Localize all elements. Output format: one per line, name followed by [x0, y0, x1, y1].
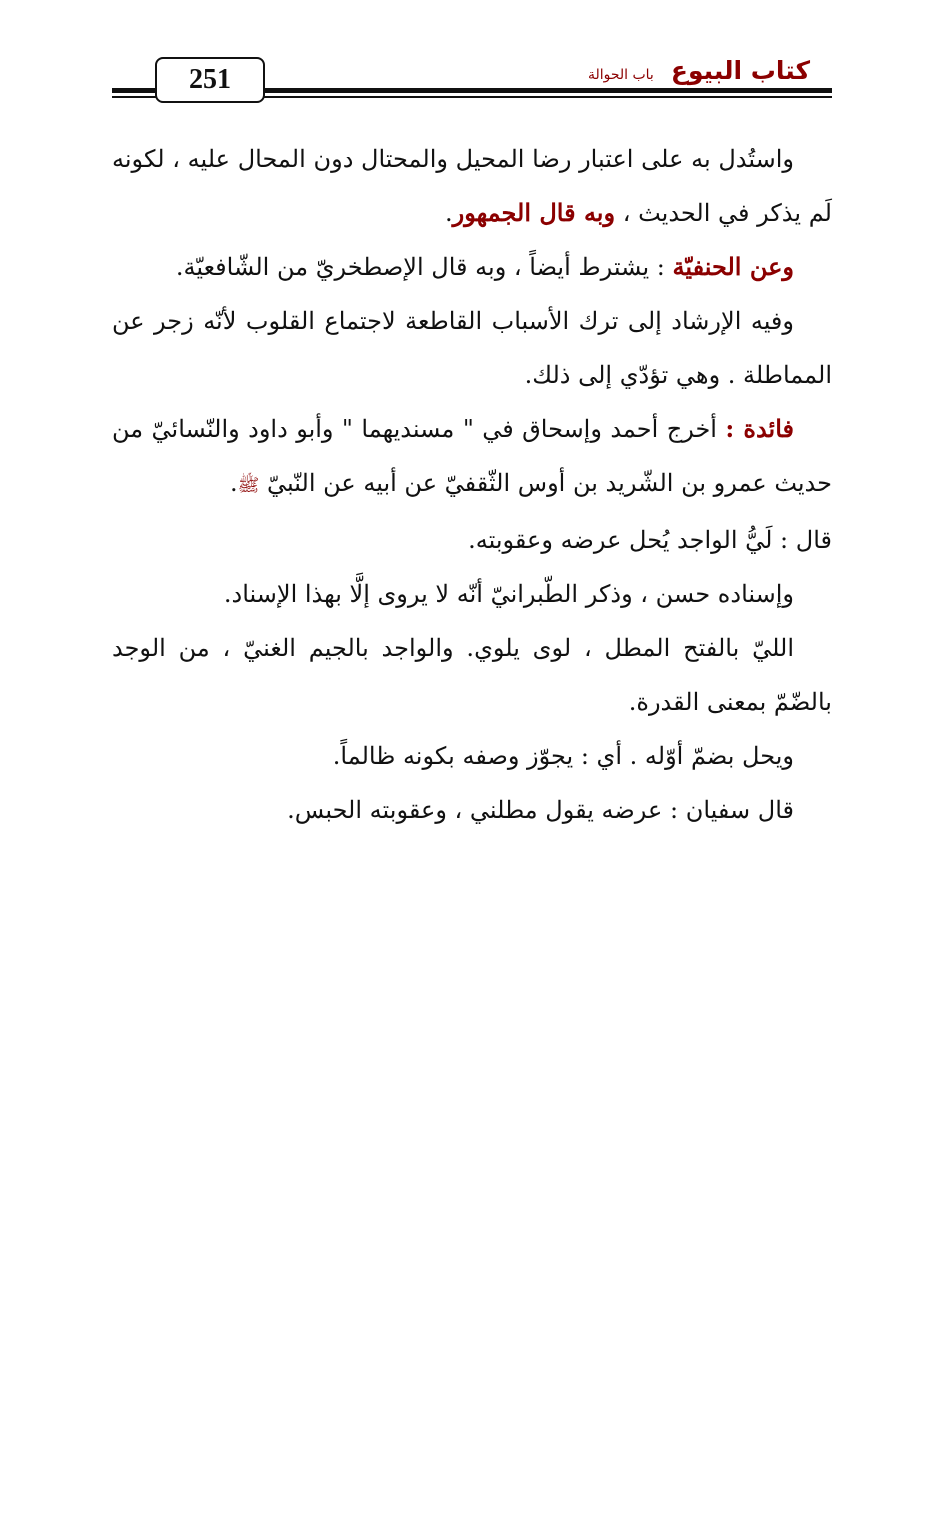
page-number: 251 [155, 57, 265, 103]
paragraph-1-end: . [444, 199, 453, 227]
paragraph-4-text: أخرج أحمد وإسحاق في " مسنديهما " وأبو داود والنّسائيّ من حديث عمرو بن الشّريد بن أوس الثّقفيّ عن أبيه عن النّبيّ [112, 415, 832, 497]
paragraph-1-text: واستُدل به على اعتبار رضا المحيل والمحتال دون المحال عليه ، لكونه لَم يذكر في الحديث ، [112, 145, 832, 227]
paragraph-4 [112, 402, 832, 513]
paragraph-3-text: وفيه الإرشاد إلى ترك الأسباب القاطعة لاجتماع القلوب لأنّه زجر عن المماطلة . وهي تؤدّي إلى ذلك. [112, 307, 832, 389]
page-header [112, 52, 832, 108]
book-title: كتاب البيوع [670, 56, 810, 85]
pbuh-glyph: ﷺ [237, 475, 260, 496]
page-body [112, 132, 832, 837]
paragraph-4-end: . [230, 469, 238, 497]
paragraph-8 [112, 729, 832, 783]
paragraph-8-text: ويحل بضمّ أوّله . أي : يجوّز وصفه بكونه ظالماً. [332, 742, 794, 770]
paragraph-9 [112, 783, 832, 837]
paragraph-5 [112, 513, 832, 567]
paragraph-2 [112, 240, 832, 294]
paragraph-2-text: : يشترط أيضاً ، وبه قال الإصطخريّ من الشّافعيّة. [175, 253, 673, 281]
paragraph-2-highlight: وعن الحنفيّة [672, 252, 794, 281]
paragraph-5-text: قال : لَيُّ الواجد يُحل عرضه وعقوبته. [468, 526, 832, 554]
paragraph-1-highlight: وبه قال الجمهور [452, 198, 616, 227]
paragraph-1 [112, 132, 832, 240]
paragraph-7 [112, 621, 832, 729]
paragraph-6 [112, 567, 832, 621]
paragraph-6-text: وإسناده حسن ، وذكر الطّبرانيّ أنّه لا يروى إلَّا بهذا الإسناد. [223, 580, 794, 608]
header-titles [588, 56, 810, 85]
paragraph-3 [112, 294, 832, 402]
paragraph-4-highlight: فائدة : [725, 414, 795, 443]
paragraph-9-text: قال سفيان : عرضه يقول مطلني ، وعقوبته الحبس. [287, 796, 794, 824]
chapter-title: باب الحوالة [587, 67, 654, 83]
paragraph-7-text: الليّ بالفتح المطل ، لوى يلوي. والواجد بالجيم الغنيّ ، من الوجد بالضّمّ بمعنى القدرة. [112, 634, 832, 716]
